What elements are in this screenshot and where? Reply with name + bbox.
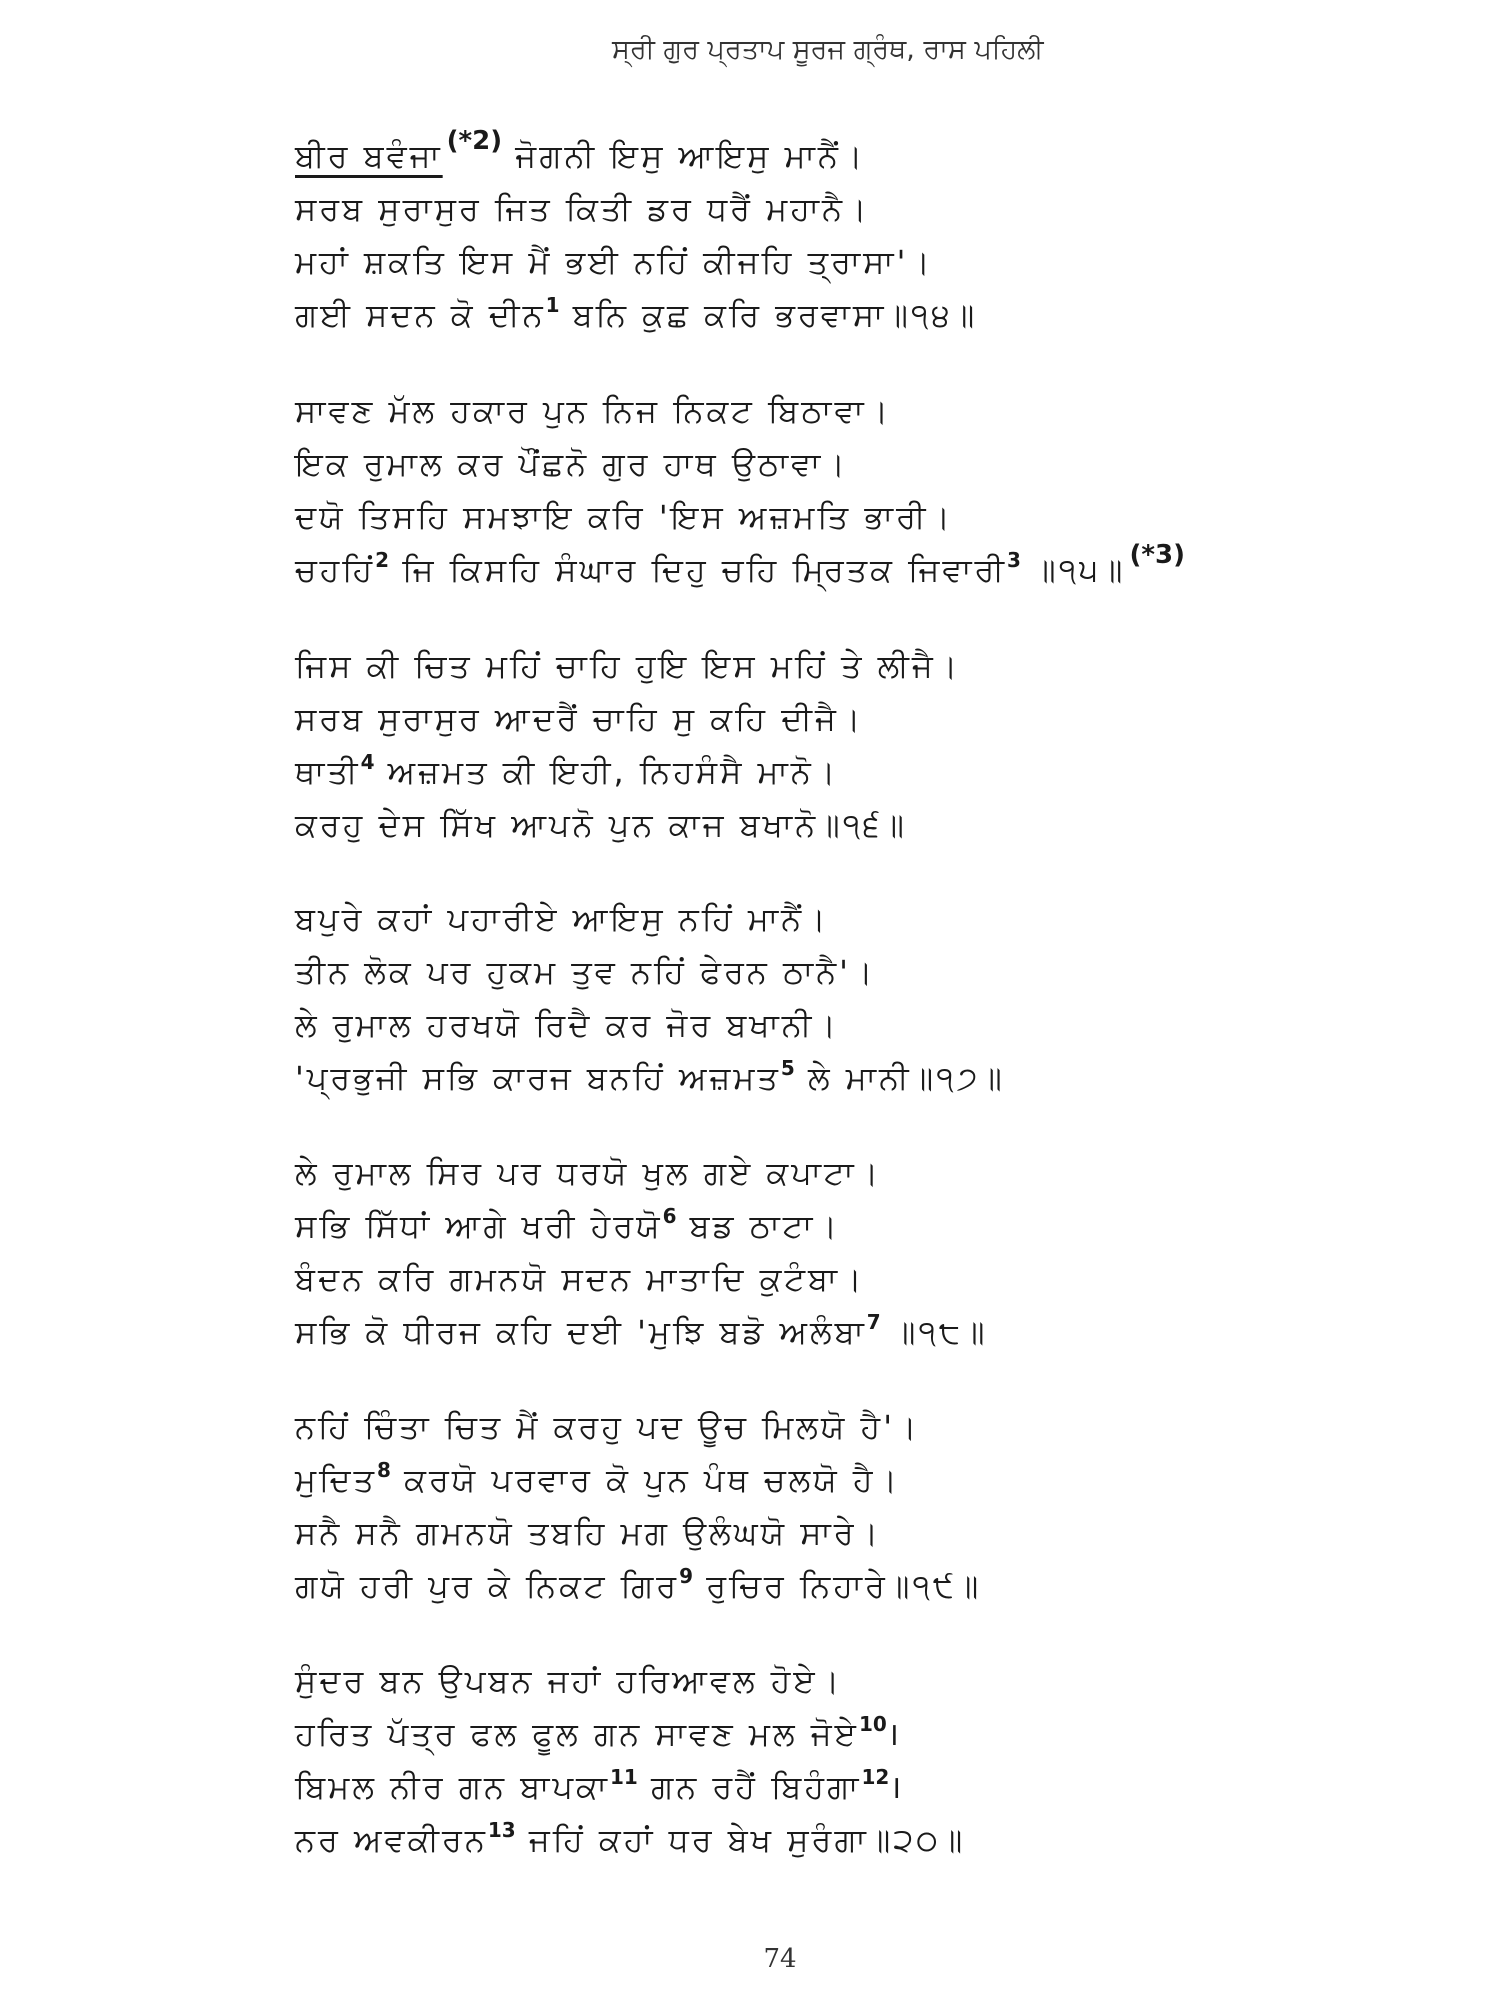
verse-line (295, 540, 1395, 597)
footnote-ref: 10 (858, 1712, 887, 1736)
line-text: ਥਾਤੀ (295, 753, 361, 791)
verse-line (295, 1052, 1395, 1105)
verse-line (295, 693, 1395, 746)
footnote-ref: 6 (662, 1204, 677, 1228)
underlined-term: ਬੀਰ ਬਵੰਜਾ (295, 137, 443, 175)
verse-line (295, 1401, 1395, 1454)
footnote-ref: 1 (545, 293, 560, 317)
line-text: ਰੁਚਿਰ ਨਿਹਾਰੇ॥੧੯॥ (693, 1567, 982, 1605)
line-text: ਮਹਾਂ ਸ਼ਕਤਿ ਇਸ ਮੈਂ ਭਈ ਨਹਿਂ ਕੀਜਹਿ ਤ੍ਰਾਸਾ'। (295, 243, 933, 281)
line-text: ਹਰਿਤ ਪੱਤ੍ਰ ਫਲ ਫੂਲ ਗਨ ਸਾਵਣ ਮਲ ਜੋਏ (295, 1715, 859, 1753)
line-text: ਨਰ ਅਵਕੀਰਨ (295, 1821, 488, 1859)
line-text: ਦਯੋ ਤਿਸਹਿ ਸਮਝਾਇ ਕਰਿ 'ਇਸ ਅਜ਼ਮਤਿ ਭਾਰੀ। (295, 498, 954, 536)
line-text: ਸਨੈ ਸਨੈ ਗਮਨਯੋ ਤਬਹਿ ਮਗ ਉਲੰਘਯੋ ਸਾਰੇ। (295, 1514, 882, 1552)
line-text: ਨਹਿਂ ਚਿੰਤਾ ਚਿਤ ਮੈਂ ਕਰਹੁ ਪਦ ਊਚ ਮਿਲਯੋ ਹੈ'। (295, 1408, 920, 1446)
verse-line (295, 1814, 1395, 1867)
note-marker: (*2) (446, 126, 503, 156)
line-text: ਲੇ ਰੁਮਾਲ ਸਿਰ ਪਰ ਧਰਯੋ ਖੁਲ ਗਏ ਕਪਾਟਾ। (295, 1154, 882, 1192)
line-text: ਮੁਦਿਤ (295, 1461, 378, 1499)
footnote-ref: 13 (487, 1818, 516, 1842)
line-text: ਇਕ ਰੁਮਾਲ ਕਰ ਪੌਂਛਨੋ ਗੁਰ ਹਾਥ ਉਠਾਵਾ। (295, 445, 848, 483)
verse-line (295, 893, 1395, 946)
line-text: । (889, 1768, 905, 1806)
verse-line (295, 1253, 1395, 1306)
line-text: ਗਯੋ ਹਰੀ ਪੁਰ ਕੇ ਨਿਕਟ ਗਿਰ (295, 1567, 680, 1605)
running-header: ਸ੍ਰੀ ਗੁਰ ਪ੍ਰਤਾਪ ਸੂਰਜ ਗ੍ਰੰਥ, ਰਾਸ ਪਹਿਲੀ (612, 34, 1044, 65)
verse-line (295, 1454, 1395, 1507)
footnote-ref: 7 (866, 1310, 881, 1334)
stanza (295, 385, 1395, 597)
line-text: ਲੇ ਰੁਮਾਲ ਹਰਖਯੋ ਰਿਦੈ ਕਰ ਜੋਰ ਬਖਾਨੀ। (295, 1006, 839, 1044)
line-text: ਸਰਬ ਸੁਰਾਸੁਰ ਆਦਰੈਂ ਚਾਹਿ ਸੁ ਕਹਿ ਦੀਜੈ। (295, 700, 864, 738)
verse-line (295, 1507, 1395, 1560)
verse-line (295, 438, 1395, 491)
line-text: । (886, 1715, 902, 1753)
verse-line (295, 1147, 1395, 1200)
verse-line (295, 746, 1395, 799)
note-marker: (*3) (1129, 540, 1185, 570)
stanza (295, 1401, 1395, 1613)
line-text: ਜੋਗਨੀ ਇਸੁ ਆਇਸੁ ਮਾਨੈਂ। (502, 137, 866, 175)
line-text: ਲੇ ਮਾਨੀ॥੧੭॥ (794, 1059, 1005, 1097)
verse-line (295, 999, 1395, 1052)
footnote-ref: 9 (679, 1564, 694, 1588)
footnote-ref: 2 (375, 548, 390, 572)
verse-number: ॥੧੫॥ (1020, 551, 1126, 589)
line-text: ਗਈ ਸਦਨ ਕੋ ਦੀਨ (295, 296, 546, 334)
line-text: ਬਡ ਠਾਟਾ। (676, 1207, 841, 1245)
page-number: 74 (763, 1944, 797, 1974)
line-text: ॥੧੮॥ (880, 1313, 988, 1351)
footnote-ref: 4 (360, 750, 375, 774)
line-text: ਜਿ ਕਿਸਹਿ ਸੰਘਾਰ ਦਿਹੁ ਚਹਿ ਮ੍ਰਿਤਕ ਜਿਵਾਰੀ (389, 551, 1008, 589)
line-text: ਸਾਵਣ ਮੱਲ ਹਕਾਰ ਪੁਨ ਨਿਜ ਨਿਕਟ ਬਿਠਾਵਾ। (295, 392, 892, 430)
verse-line (295, 236, 1395, 289)
line-text: ਜਿਸ ਕੀ ਚਿਤ ਮਹਿਂ ਚਾਹਿ ਹੁਇ ਇਸ ਮਹਿਂ ਤੇ ਲੀਜੈ। (295, 647, 961, 685)
verse-line (295, 385, 1395, 438)
verse-line (295, 1306, 1395, 1359)
verse-line (295, 183, 1395, 236)
line-text: ਬਿਮਲ ਨੀਰ ਗਨ ਬਾਪਕਾ (295, 1768, 610, 1806)
footnote-ref: 8 (377, 1458, 391, 1482)
verse-line (295, 1200, 1395, 1253)
verse-line (295, 799, 1395, 852)
line-text: ਸੁੰਦਰ ਬਨ ਉਪਬਨ ਜਹਾਂ ਹਰਿਆਵਲ ਹੋਏ। (295, 1662, 843, 1700)
verse-line (295, 1560, 1395, 1613)
stanza (295, 893, 1395, 1105)
footnote-ref: 5 (780, 1056, 795, 1080)
line-text: 'ਪ੍ਰਭੁਜੀ ਸਭਿ ਕਾਰਜ ਬਨਹਿਂ ਅਜ਼ਮਤ (295, 1059, 781, 1097)
footnote-ref: 3 (1007, 548, 1021, 572)
stanza (295, 640, 1395, 852)
line-text: ਬੰਦਨ ਕਰਿ ਗਮਨਯੋ ਸਦਨ ਮਾਤਾਦਿ ਕੁਟੰਬਾ। (295, 1260, 865, 1298)
line-text: ਚਹਹਿਂ (295, 551, 376, 589)
verse-line (295, 1761, 1395, 1814)
footnote-ref: 12 (861, 1765, 890, 1789)
stanza (295, 1147, 1395, 1359)
line-text: ਬਨਿ ਕੁਛ ਕਰਿ ਭਰਵਾਸਾ॥੧੪॥ (559, 296, 978, 334)
line-text: ਅਜ਼ਮਤ ਕੀ ਇਹੀ, ਨਿਹਸੰਸੈ ਮਾਨੋ। (374, 753, 839, 791)
line-text: ਕਰਯੋ ਪਰਵਾਰ ਕੋ ਪੁਨ ਪੰਥ ਚਲਯੋ ਹੈ। (390, 1461, 901, 1499)
line-text: ਬਪੁਰੇ ਕਹਾਂ ਪਹਾਰੀਏ ਆਇਸੁ ਨਹਿਂ ਮਾਨੈਂ। (295, 900, 829, 938)
stanza (295, 126, 1395, 342)
verse-line (295, 491, 1395, 544)
line-text: ਕਰਹੁ ਦੇਸ ਸਿੱਖ ਆਪਨੋ ਪੁਨ ਕਾਜ ਬਖਾਨੋ॥੧੬॥ (295, 806, 907, 844)
verse-line (295, 126, 1395, 183)
verse-line (295, 640, 1395, 693)
verse-line (295, 1708, 1395, 1761)
stanza (295, 1655, 1395, 1867)
verse-line (295, 1655, 1395, 1708)
line-text: ਗਨ ਰਹੈਂ ਬਿਹੰਗਾ (637, 1768, 862, 1806)
line-text: ਸਭਿ ਸਿੱਧਾਂ ਆਗੇ ਖਰੀ ਹੇਰਯੋ (295, 1207, 663, 1245)
line-text: ਜਹਿਂ ਕਹਾਂ ਧਰ ਬੇਖ ਸੁਰੰਗਾ॥੨੦॥ (515, 1821, 966, 1859)
line-text: ਸਭਿ ਕੋ ਧੀਰਜ ਕਹਿ ਦਈ 'ਮੁਝਿ ਬਡੋ ਅਲੰਬਾ (295, 1313, 867, 1351)
verse-line (295, 946, 1395, 999)
line-text: ਸਰਬ ਸੁਰਾਸੁਰ ਜਿਤ ਕਿਤੀ ਡਰ ਧਰੈਂ ਮਹਾਨੈ। (295, 190, 870, 228)
line-text: ਤੀਨ ਲੋਕ ਪਰ ਹੁਕਮ ਤੁਵ ਨਹਿਂ ਫੇਰਨ ਠਾਨੈ'। (295, 953, 876, 991)
verse-line (295, 289, 1395, 342)
footnote-ref: 11 (609, 1765, 638, 1789)
